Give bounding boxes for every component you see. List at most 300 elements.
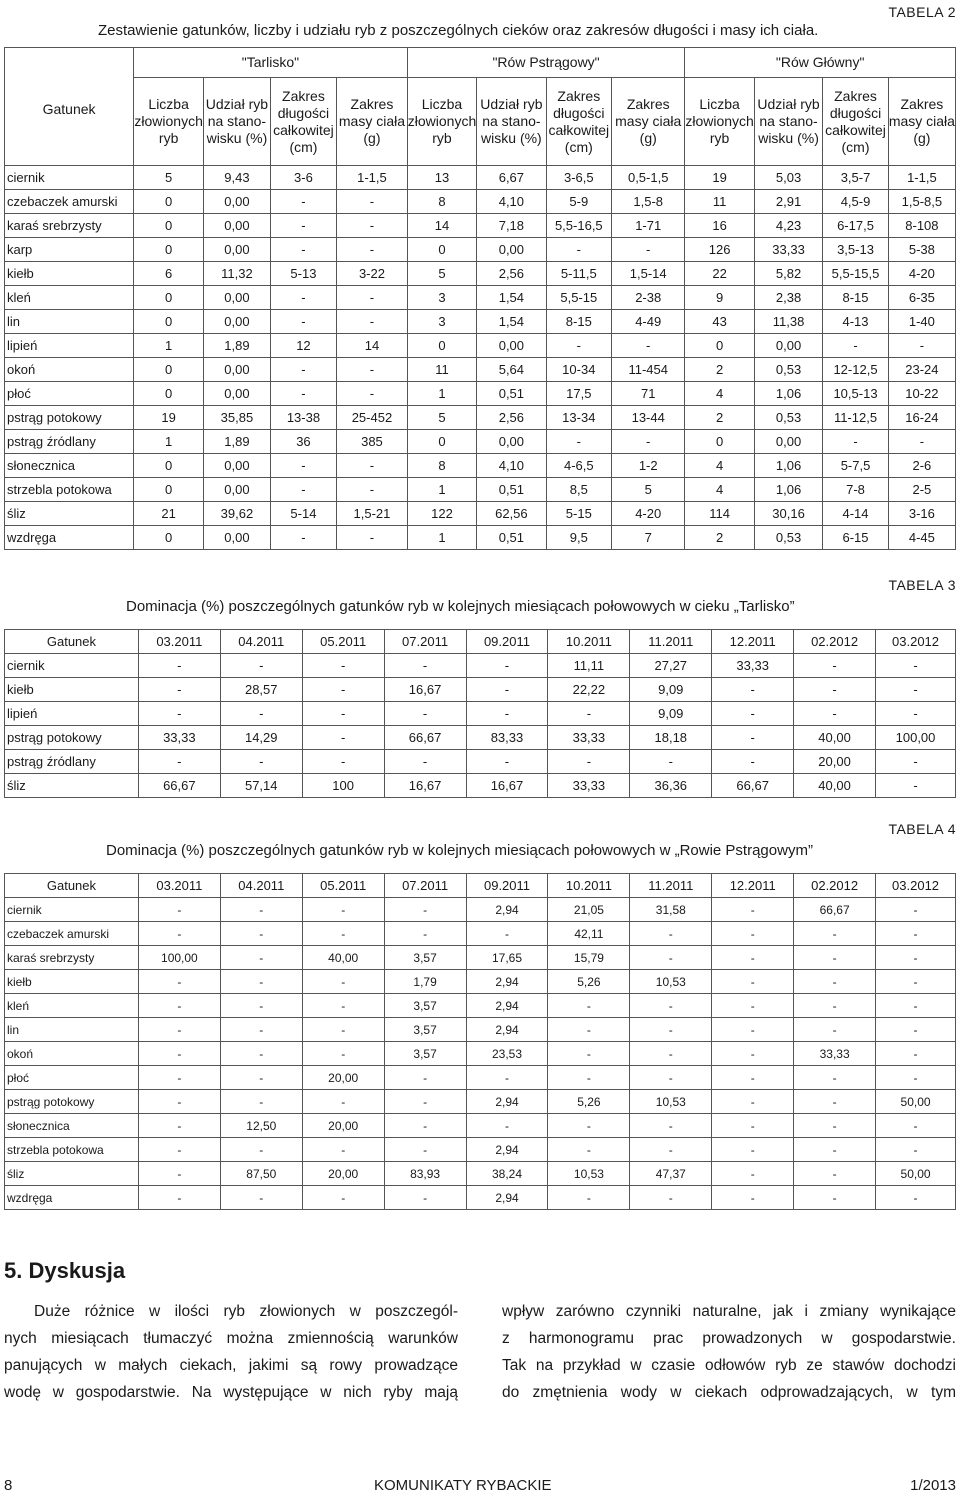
table-cell: 1-40 bbox=[888, 310, 955, 334]
table-cell: - bbox=[302, 654, 384, 678]
table-cell: 21,05 bbox=[548, 898, 630, 922]
table4-label: TABELA 4 bbox=[888, 821, 956, 837]
species-name: pstrąg źródlany bbox=[5, 750, 139, 774]
table-cell: - bbox=[138, 654, 220, 678]
table-cell: - bbox=[630, 1114, 712, 1138]
table-cell: 39,62 bbox=[204, 502, 271, 526]
table-cell: 0 bbox=[134, 454, 204, 478]
table-cell: - bbox=[337, 382, 408, 406]
column-header-line: masy ciała bbox=[888, 113, 955, 129]
table-cell: 13-44 bbox=[612, 406, 685, 430]
table-cell: 66,67 bbox=[794, 898, 876, 922]
table-cell: 16,67 bbox=[384, 678, 466, 702]
table-cell: 22,22 bbox=[548, 678, 630, 702]
table-cell: 17,65 bbox=[466, 946, 548, 970]
table-cell: - bbox=[384, 898, 466, 922]
table-cell: - bbox=[220, 750, 302, 774]
species-name: lipień bbox=[5, 334, 134, 358]
table-cell: 0,00 bbox=[204, 526, 271, 550]
table-cell: 7,18 bbox=[477, 214, 546, 238]
table-cell: - bbox=[712, 1186, 794, 1210]
species-name: lin bbox=[5, 1018, 139, 1042]
table-cell: 13-34 bbox=[546, 406, 612, 430]
column-header: 10.2011 bbox=[548, 630, 630, 654]
table-row bbox=[5, 1162, 956, 1186]
table-row bbox=[5, 262, 956, 286]
column-header: 12.2011 bbox=[712, 630, 794, 654]
table-cell: 0 bbox=[407, 430, 476, 454]
table-cell: 0,51 bbox=[477, 478, 546, 502]
table-cell: - bbox=[548, 1018, 630, 1042]
table-cell: 5,82 bbox=[754, 262, 822, 286]
species-name: karaś srebrzysty bbox=[5, 214, 134, 238]
table-row bbox=[5, 898, 956, 922]
table-cell: 1,79 bbox=[384, 970, 466, 994]
table-cell: 9,43 bbox=[204, 166, 271, 190]
table-cell: 9 bbox=[685, 286, 754, 310]
table-row bbox=[5, 1114, 956, 1138]
column-header-line: na stano- bbox=[207, 113, 267, 129]
table-cell: 2 bbox=[685, 358, 754, 382]
table-cell: 1 bbox=[407, 526, 476, 550]
table-cell: 36 bbox=[270, 430, 336, 454]
table-cell: 20,00 bbox=[302, 1114, 384, 1138]
table-cell: - bbox=[794, 946, 876, 970]
column-header-line: wisku (%) bbox=[758, 130, 819, 146]
table-cell: - bbox=[337, 190, 408, 214]
table-row bbox=[5, 922, 956, 946]
table-cell: 33,33 bbox=[138, 726, 220, 750]
table-cell: - bbox=[630, 922, 712, 946]
table-cell: 126 bbox=[685, 238, 754, 262]
column-header: 11.2011 bbox=[630, 874, 712, 898]
table-cell: 2,56 bbox=[477, 262, 546, 286]
table-cell: 2,91 bbox=[754, 190, 822, 214]
column-header-line: długości bbox=[553, 104, 605, 121]
table-cell: 0 bbox=[134, 382, 204, 406]
column-header-line: Zakres bbox=[626, 96, 670, 112]
table-cell: - bbox=[220, 1042, 302, 1066]
species-name: czebaczek amurski bbox=[5, 922, 139, 946]
table-row bbox=[5, 1090, 956, 1114]
table-cell: 28,57 bbox=[220, 678, 302, 702]
column-header: 04.2011 bbox=[220, 874, 302, 898]
table-cell: - bbox=[138, 898, 220, 922]
column-header-line: (cm) bbox=[289, 138, 318, 155]
table-cell: 0 bbox=[685, 334, 754, 358]
table-cell: 0,53 bbox=[754, 526, 822, 550]
table-cell: 5,5-15,5 bbox=[823, 262, 889, 286]
table-cell: 0,00 bbox=[477, 334, 546, 358]
table-row bbox=[5, 166, 956, 190]
table-cell: 21 bbox=[134, 502, 204, 526]
table-row bbox=[5, 1186, 956, 1210]
table-cell: - bbox=[220, 922, 302, 946]
column-header-line: wisku (%) bbox=[206, 130, 268, 146]
table-cell: 5-15 bbox=[546, 502, 612, 526]
table-cell: - bbox=[712, 970, 794, 994]
table-cell: 30,16 bbox=[754, 502, 822, 526]
table-cell: - bbox=[384, 1066, 466, 1090]
paragraph-line: wpływ zarówno czynniki naturalne, jak i zmiany wynikające bbox=[502, 1303, 956, 1320]
table-cell: - bbox=[548, 994, 630, 1018]
table-cell: 1,5-14 bbox=[612, 262, 685, 286]
table-cell: 10-22 bbox=[888, 382, 955, 406]
table-cell: 4-14 bbox=[823, 502, 889, 526]
table-cell: 5,64 bbox=[477, 358, 546, 382]
species-name: pstrąg potokowy bbox=[5, 1090, 139, 1114]
table-cell: 27,27 bbox=[630, 654, 712, 678]
paragraph-right bbox=[502, 1298, 956, 1406]
table-cell: 0 bbox=[407, 334, 476, 358]
table-cell: 11,11 bbox=[548, 654, 630, 678]
table-cell: - bbox=[337, 526, 408, 550]
table-cell: - bbox=[384, 1138, 466, 1162]
table-cell: - bbox=[466, 922, 548, 946]
table-row bbox=[5, 502, 956, 526]
table-cell: - bbox=[466, 1114, 548, 1138]
table-cell: 13 bbox=[407, 166, 476, 190]
table-row bbox=[5, 190, 956, 214]
species-name: śliz bbox=[5, 502, 134, 526]
table-cell: 66,67 bbox=[138, 774, 220, 798]
table-cell: 3,57 bbox=[384, 1042, 466, 1066]
table-row bbox=[5, 406, 956, 430]
table-cell: 2,94 bbox=[466, 1138, 548, 1162]
table-cell: - bbox=[794, 994, 876, 1018]
table-cell: 3-6,5 bbox=[546, 166, 612, 190]
table-cell: 2,38 bbox=[754, 286, 822, 310]
table-cell: - bbox=[612, 430, 685, 454]
table-cell: - bbox=[794, 702, 876, 726]
table-cell: 0,00 bbox=[477, 238, 546, 262]
column-header-line: (g) bbox=[913, 130, 931, 146]
column-header-line: Zakres bbox=[350, 96, 394, 112]
column-header-line: Zakres bbox=[834, 87, 877, 104]
column-header-line: ryb bbox=[158, 130, 179, 146]
table-cell: - bbox=[138, 1018, 220, 1042]
table-cell: 1,89 bbox=[204, 430, 271, 454]
table-row bbox=[5, 678, 956, 702]
table-cell: - bbox=[630, 1042, 712, 1066]
table-cell: 0,00 bbox=[754, 430, 822, 454]
table-cell: 17,5 bbox=[546, 382, 612, 406]
table-cell: - bbox=[548, 1186, 630, 1210]
table2-label: TABELA 2 bbox=[888, 4, 956, 20]
table-cell: - bbox=[794, 1066, 876, 1090]
table-cell: 114 bbox=[685, 502, 754, 526]
table-cell: 1 bbox=[134, 334, 204, 358]
table-cell: - bbox=[546, 430, 612, 454]
column-header: 02.2012 bbox=[794, 630, 876, 654]
table-row bbox=[5, 382, 956, 406]
stream-header-row-glowny: "Rów Główny" bbox=[685, 48, 956, 78]
table-cell: - bbox=[630, 750, 712, 774]
table-cell: - bbox=[270, 214, 336, 238]
species-name: płoć bbox=[5, 382, 134, 406]
table-cell: 15,79 bbox=[548, 946, 630, 970]
column-header bbox=[337, 78, 408, 166]
column-header: 05.2011 bbox=[302, 874, 384, 898]
table-cell: 6-35 bbox=[888, 286, 955, 310]
table-cell: 10,53 bbox=[630, 970, 712, 994]
table-cell: - bbox=[823, 334, 889, 358]
table-cell: 8 bbox=[407, 190, 476, 214]
table-cell: 33,33 bbox=[548, 774, 630, 798]
table-cell: 1 bbox=[407, 478, 476, 502]
species-name: karaś srebrzysty bbox=[5, 946, 139, 970]
table-cell: 385 bbox=[337, 430, 408, 454]
table2-subheader-row bbox=[5, 78, 956, 166]
column-header: 03.2012 bbox=[876, 874, 956, 898]
paragraph-line: z harmonogramu prac prowadzonych w gospodarstwie. bbox=[502, 1330, 956, 1347]
table-cell: - bbox=[712, 678, 794, 702]
table4 bbox=[4, 873, 956, 1210]
table-cell: 5-14 bbox=[270, 502, 336, 526]
table-cell: - bbox=[138, 1042, 220, 1066]
table-cell: - bbox=[876, 1042, 956, 1066]
species-name: czebaczek amurski bbox=[5, 190, 134, 214]
table-cell: - bbox=[876, 750, 956, 774]
column-header: 03.2012 bbox=[876, 630, 956, 654]
column-header-line: złowionych bbox=[407, 113, 477, 129]
table-cell: 57,14 bbox=[220, 774, 302, 798]
column-header-line: całkowitej bbox=[825, 121, 886, 138]
table-cell: 1,06 bbox=[754, 454, 822, 478]
table-cell: - bbox=[302, 1018, 384, 1042]
table-cell: 16-24 bbox=[888, 406, 955, 430]
table-cell: 4 bbox=[685, 478, 754, 502]
table-cell: 1-2 bbox=[612, 454, 685, 478]
table-cell: 19 bbox=[685, 166, 754, 190]
table-cell: 4,10 bbox=[477, 190, 546, 214]
table-cell: 0,00 bbox=[204, 310, 271, 334]
table-cell: - bbox=[302, 970, 384, 994]
table-cell: - bbox=[888, 430, 955, 454]
section-heading: 5. Dyskusja bbox=[4, 1258, 126, 1283]
table-cell: - bbox=[876, 1066, 956, 1090]
table-cell: 19 bbox=[134, 406, 204, 430]
table-cell: 0 bbox=[685, 430, 754, 454]
table-cell: 0 bbox=[134, 238, 204, 262]
table-cell: 0,00 bbox=[204, 214, 271, 238]
table-cell: 5,5-16,5 bbox=[546, 214, 612, 238]
table-cell: 3,5-13 bbox=[823, 238, 889, 262]
column-header-line: złowionych bbox=[134, 113, 203, 129]
table-cell: - bbox=[546, 334, 612, 358]
species-name: słonecznica bbox=[5, 1114, 139, 1138]
table3-title: Dominacja (%) poszczególnych gatunków ryb w kolejnych miesiącach połowowych w cieku „Tarlisko” bbox=[126, 598, 795, 615]
species-name: lin bbox=[5, 310, 134, 334]
table-cell: - bbox=[384, 922, 466, 946]
table-cell: 33,33 bbox=[754, 238, 822, 262]
table-cell: - bbox=[794, 1162, 876, 1186]
table-cell: 40,00 bbox=[794, 774, 876, 798]
species-name: wzdręga bbox=[5, 526, 134, 550]
column-header: 07.2011 bbox=[384, 874, 466, 898]
column-header-line: (g) bbox=[363, 130, 381, 146]
table-cell: 2 bbox=[685, 406, 754, 430]
table-cell: 5,26 bbox=[548, 1090, 630, 1114]
table-cell: - bbox=[712, 1090, 794, 1114]
table-cell: - bbox=[876, 1114, 956, 1138]
table-cell: 12,50 bbox=[220, 1114, 302, 1138]
table-cell: 0,00 bbox=[204, 382, 271, 406]
table-row bbox=[5, 1066, 956, 1090]
table-cell: - bbox=[384, 654, 466, 678]
column-header-line: Liczba bbox=[699, 96, 740, 112]
table-cell: 83,93 bbox=[384, 1162, 466, 1186]
table-cell: - bbox=[220, 654, 302, 678]
table-row bbox=[5, 1138, 956, 1162]
table-row bbox=[5, 334, 956, 358]
table-cell: 11,32 bbox=[204, 262, 271, 286]
table-cell: - bbox=[384, 750, 466, 774]
table-cell: - bbox=[302, 702, 384, 726]
table-cell: 83,33 bbox=[466, 726, 548, 750]
table-cell: - bbox=[138, 702, 220, 726]
table-cell: 11 bbox=[685, 190, 754, 214]
table-cell: 0 bbox=[134, 286, 204, 310]
column-header-line: złowionych bbox=[685, 113, 754, 129]
table-cell: - bbox=[712, 1138, 794, 1162]
table-cell: 7-8 bbox=[823, 478, 889, 502]
journal-name: KOMUNIKATY RYBACKIE bbox=[374, 1477, 552, 1494]
table-cell: - bbox=[302, 922, 384, 946]
table-cell: - bbox=[384, 1090, 466, 1114]
table-cell: 0,00 bbox=[477, 430, 546, 454]
table-cell: - bbox=[337, 286, 408, 310]
table-cell: - bbox=[712, 1042, 794, 1066]
table-cell: - bbox=[220, 1090, 302, 1114]
column-header: 11.2011 bbox=[630, 630, 712, 654]
table-cell: - bbox=[876, 774, 956, 798]
table-cell: 2,94 bbox=[466, 1090, 548, 1114]
table-cell: 2,94 bbox=[466, 1018, 548, 1042]
table-cell: 5 bbox=[134, 166, 204, 190]
column-header-line: (g) bbox=[639, 130, 657, 146]
table-cell: 8-15 bbox=[546, 310, 612, 334]
table-cell: 4-20 bbox=[612, 502, 685, 526]
table-cell: 16,67 bbox=[384, 774, 466, 798]
table-cell: 1 bbox=[134, 430, 204, 454]
species-name: ciernik bbox=[5, 654, 139, 678]
table3 bbox=[4, 629, 956, 798]
table-cell: 3-16 bbox=[888, 502, 955, 526]
table-cell: 43 bbox=[685, 310, 754, 334]
table-cell: 1-1,5 bbox=[337, 166, 408, 190]
table-cell: 100,00 bbox=[876, 726, 956, 750]
table-cell: 8,5 bbox=[546, 478, 612, 502]
table-cell: 62,56 bbox=[477, 502, 546, 526]
table-cell: - bbox=[794, 1090, 876, 1114]
table-cell: 100,00 bbox=[138, 946, 220, 970]
table-cell: 20,00 bbox=[794, 750, 876, 774]
table-cell: 71 bbox=[612, 382, 685, 406]
column-header-line: Zakres bbox=[900, 96, 944, 112]
table-cell: - bbox=[794, 654, 876, 678]
table-cell: - bbox=[630, 1186, 712, 1210]
stream-header-tarlisko: "Tarlisko" bbox=[134, 48, 408, 78]
species-name: śliz bbox=[5, 774, 139, 798]
table-row bbox=[5, 214, 956, 238]
column-header: 07.2011 bbox=[384, 630, 466, 654]
table-cell: 2-38 bbox=[612, 286, 685, 310]
table-cell: - bbox=[712, 750, 794, 774]
table-row bbox=[5, 702, 956, 726]
table-cell: - bbox=[794, 970, 876, 994]
table-cell: - bbox=[712, 702, 794, 726]
table-row bbox=[5, 750, 956, 774]
table-cell: 0 bbox=[134, 526, 204, 550]
species-name: okoń bbox=[5, 358, 134, 382]
paragraph-line: panujących w małych ciekach, jakimi są rowy prowadzące bbox=[4, 1357, 458, 1374]
column-header bbox=[134, 78, 204, 166]
species-name: strzebla potokowa bbox=[5, 478, 134, 502]
table-cell: 1 bbox=[407, 382, 476, 406]
table-cell: 40,00 bbox=[794, 726, 876, 750]
table-cell: - bbox=[138, 750, 220, 774]
table-cell: 3-6 bbox=[270, 166, 336, 190]
table-cell: - bbox=[876, 1186, 956, 1210]
table-cell: 1-71 bbox=[612, 214, 685, 238]
table-cell: 4 bbox=[685, 382, 754, 406]
column-header-line: Zakres bbox=[557, 87, 601, 104]
paragraph-line: do zmętnienia wody w ciekach odprowadzających, w tym bbox=[502, 1384, 956, 1401]
table-cell: - bbox=[220, 970, 302, 994]
table-row bbox=[5, 478, 956, 502]
table-cell: 42,11 bbox=[548, 922, 630, 946]
table-cell: - bbox=[270, 478, 336, 502]
table-cell: 2,56 bbox=[477, 406, 546, 430]
table-cell: - bbox=[548, 750, 630, 774]
table-cell: 7 bbox=[612, 526, 685, 550]
table-cell: - bbox=[270, 286, 336, 310]
table-cell: - bbox=[794, 678, 876, 702]
table-cell: 1-1,5 bbox=[888, 166, 955, 190]
table-cell: - bbox=[302, 726, 384, 750]
table-cell: 5 bbox=[407, 262, 476, 286]
table-cell: - bbox=[384, 1114, 466, 1138]
species-name: pstrąg potokowy bbox=[5, 406, 134, 430]
species-name: kleń bbox=[5, 994, 139, 1018]
table-cell: 3,5-7 bbox=[823, 166, 889, 190]
column-header bbox=[407, 78, 476, 166]
table-cell: 0,53 bbox=[754, 406, 822, 430]
table-cell: - bbox=[876, 994, 956, 1018]
table-cell: - bbox=[270, 238, 336, 262]
table-cell: - bbox=[712, 994, 794, 1018]
table-cell: - bbox=[712, 922, 794, 946]
column-header bbox=[888, 78, 955, 166]
table-cell: - bbox=[712, 726, 794, 750]
table-cell: 38,24 bbox=[466, 1162, 548, 1186]
table-cell: - bbox=[823, 430, 889, 454]
species-name: lipień bbox=[5, 702, 139, 726]
table-cell: 100 bbox=[302, 774, 384, 798]
table-cell: 1,5-21 bbox=[337, 502, 408, 526]
table-cell: 1,06 bbox=[754, 382, 822, 406]
table-cell: - bbox=[548, 702, 630, 726]
table-cell: 8-108 bbox=[888, 214, 955, 238]
table-cell: 8-15 bbox=[823, 286, 889, 310]
table-cell: 3-22 bbox=[337, 262, 408, 286]
column-header: 03.2011 bbox=[138, 630, 220, 654]
table-cell: - bbox=[466, 750, 548, 774]
table-cell: 20,00 bbox=[302, 1162, 384, 1186]
table-cell: - bbox=[337, 478, 408, 502]
column-header bbox=[270, 78, 336, 166]
